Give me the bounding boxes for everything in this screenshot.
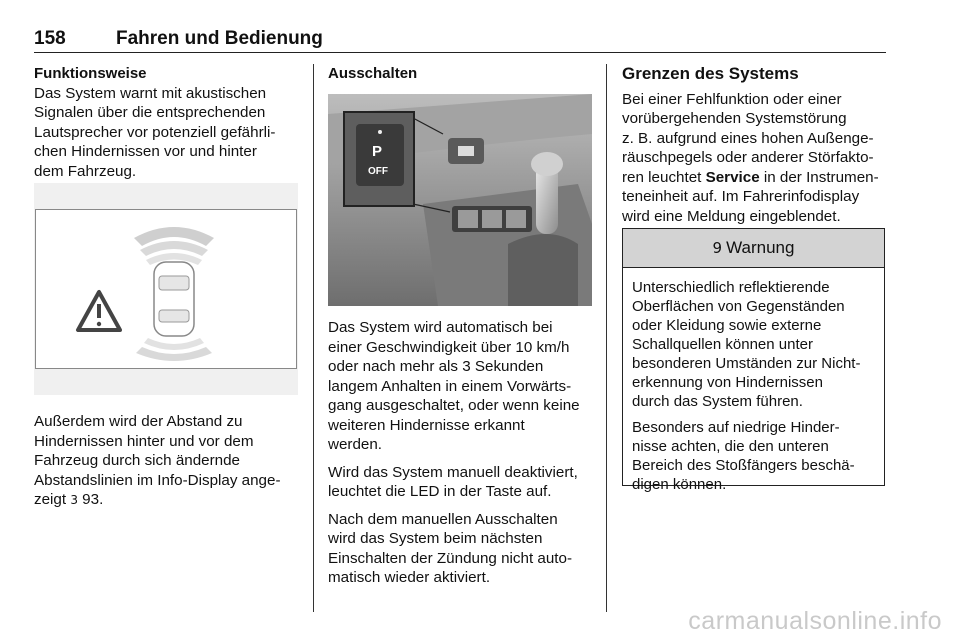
column-2-lower: [328, 318, 592, 596]
page-reference-icon: 3: [70, 493, 78, 507]
button-label-top: P: [372, 143, 383, 160]
intro-paragraph: Das System warnt mit akustischen Signalen über die entsprechenden Lautsprecher vor potenziell gefährli- chen Hindernissen vor und hinter dem Fahrzeug.: [34, 84, 276, 180]
column-divider: [606, 64, 607, 612]
column-divider: [313, 64, 314, 612]
service-indicator-text: Service: [705, 168, 760, 186]
manual-off-paragraph: Wird das System manuell deaktiviert, leuchtet die LED in der Taste auf.: [328, 463, 578, 500]
parking-sensor-display-illustration-icon: [36, 210, 296, 368]
warning-box: [622, 228, 885, 493]
limits-paragraph: [622, 90, 887, 227]
watermark: carmanualsonline.info: [688, 607, 942, 635]
reactivation-paragraph: Nach dem manuellen Ausschalten wird das System beim nächsten Einschalten der Zündung nicht auto- matisch wieder aktiviert.: [328, 510, 573, 586]
distance-paragraph: [34, 412, 299, 511]
page-reference-link[interactable]: 93.: [77, 491, 104, 508]
warning-icon: 9: [712, 239, 723, 257]
parking-sensor-figure: [34, 183, 298, 395]
warning-paragraph-2: Besonders auf niedrige Hinder- nisse achten, die den unteren Bereich des Stoßfängers beschä- digen können.: [632, 419, 855, 493]
auto-off-paragraph: Das System wird automatisch bei einer Geschwindigkeit über 10 km/h oder nach mehr als 3 Sekunden langem Anhalten in einem Vorwärts- gang ausgeschaltet, oder wenn keine weiteren Hindernisse erkannt werden.: [328, 319, 580, 453]
column-1-lower: [34, 412, 299, 519]
column-3: [622, 64, 887, 234]
distance-text: Außerdem wird der Abstand zu Hindernissen hinter und vor dem Fahrzeug durch sich ändernde Abstandslinien im Info-Display ange- zeigt: [34, 413, 281, 508]
display-panel: [35, 209, 297, 369]
limits-text-a: Bei einer Fehlfunktion oder einer vorübergehenden Systemstörung z. B. aufgrund eines hohen Außenge- räuschpegels oder anderer Störfakto- ren leuchtet: [622, 90, 874, 186]
page-header: [34, 26, 886, 53]
subheading-funktionsweise: Funktionsweise: [34, 65, 147, 82]
switch-figure: [328, 94, 592, 306]
warning-header: [623, 229, 884, 268]
button-label-bottom: OFF: [368, 166, 388, 177]
subheading-ausschalten: Ausschalten: [328, 65, 418, 82]
page-number: 158: [34, 28, 66, 49]
warning-paragraph-1: Unterschiedlich reflektierende Oberflächen von Gegenständen oder Kleidung sowie externe Schallquellen können unter besonderen Umständen zur Nicht- erkennung von Hindernissen durch das System führen.: [632, 279, 861, 410]
park-assist-button-photo-icon: [328, 94, 592, 306]
warning-body: [623, 268, 884, 494]
limits-text-b: in der Instrumen- teneinheit auf. Im Fahrerinfodisplay wird eine Meldung eingeblendet.: [622, 168, 879, 225]
column-2: [328, 64, 592, 84]
heading-grenzen: Grenzen des Systems: [622, 64, 799, 83]
chapter-title: Fahren und Bedienung: [116, 28, 323, 49]
column-1: [34, 64, 299, 189]
warning-title: Warnung: [726, 238, 795, 257]
